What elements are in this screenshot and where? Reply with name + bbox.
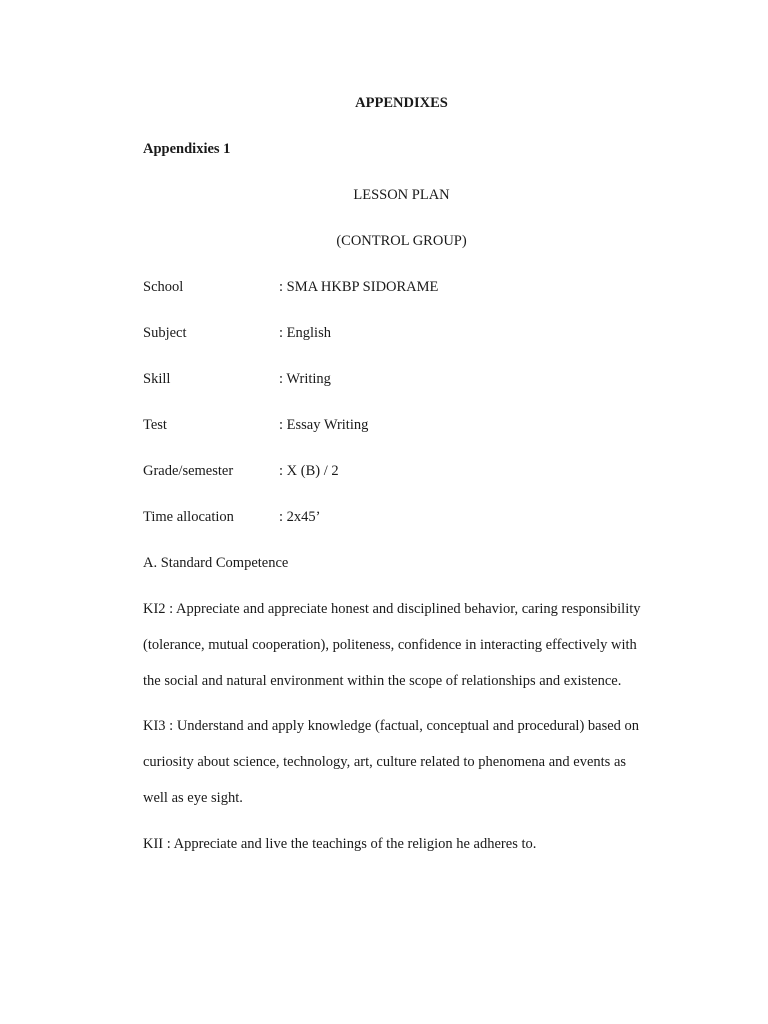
field-label-grade-semester: Grade/semester	[143, 463, 234, 479]
field-value-skill: : Writing	[279, 371, 331, 387]
control-group-subheading: (CONTROL GROUP)	[336, 233, 467, 249]
ki3-line-3: well as eye sight.	[143, 790, 243, 806]
field-value-time-allocation: : 2x45’	[279, 509, 321, 525]
field-value-subject: : English	[279, 325, 331, 341]
ki2-line-2: (tolerance, mutual cooperation), politeness, confidence in interacting effectively with	[143, 637, 637, 653]
ki3-line-2: curiosity about science, technology, art, culture related to phenomena and events as	[143, 754, 627, 770]
ki3-line-1: KI3 : Understand and apply knowledge (factual, conceptual and procedural) based on	[143, 718, 640, 734]
document-title: APPENDIXES	[355, 95, 448, 111]
field-label-subject: Subject	[143, 325, 187, 341]
lesson-plan-heading: LESSON PLAN	[353, 187, 450, 203]
field-value-school: : SMA HKBP SIDORAME	[279, 279, 439, 295]
ki2-line-3: the social and natural environment within the scope of relationships and existence.	[143, 673, 622, 689]
ki2-line-1: KI2 : Appreciate and appreciate honest and disciplined behavior, caring responsibility	[143, 601, 641, 617]
field-label-time-allocation: Time allocation	[143, 509, 234, 525]
field-value-grade-semester: : X (B) / 2	[279, 463, 339, 479]
field-value-test: : Essay Writing	[279, 417, 369, 433]
field-label-skill: Skill	[143, 371, 171, 387]
field-label-test: Test	[143, 417, 167, 433]
competence-heading: A. Standard Competence	[143, 555, 289, 571]
field-label-school: School	[143, 279, 184, 295]
section-label: Appendixies 1	[143, 141, 231, 157]
ki1-line: KII : Appreciate and live the teachings of the religion he adheres to.	[143, 836, 537, 852]
